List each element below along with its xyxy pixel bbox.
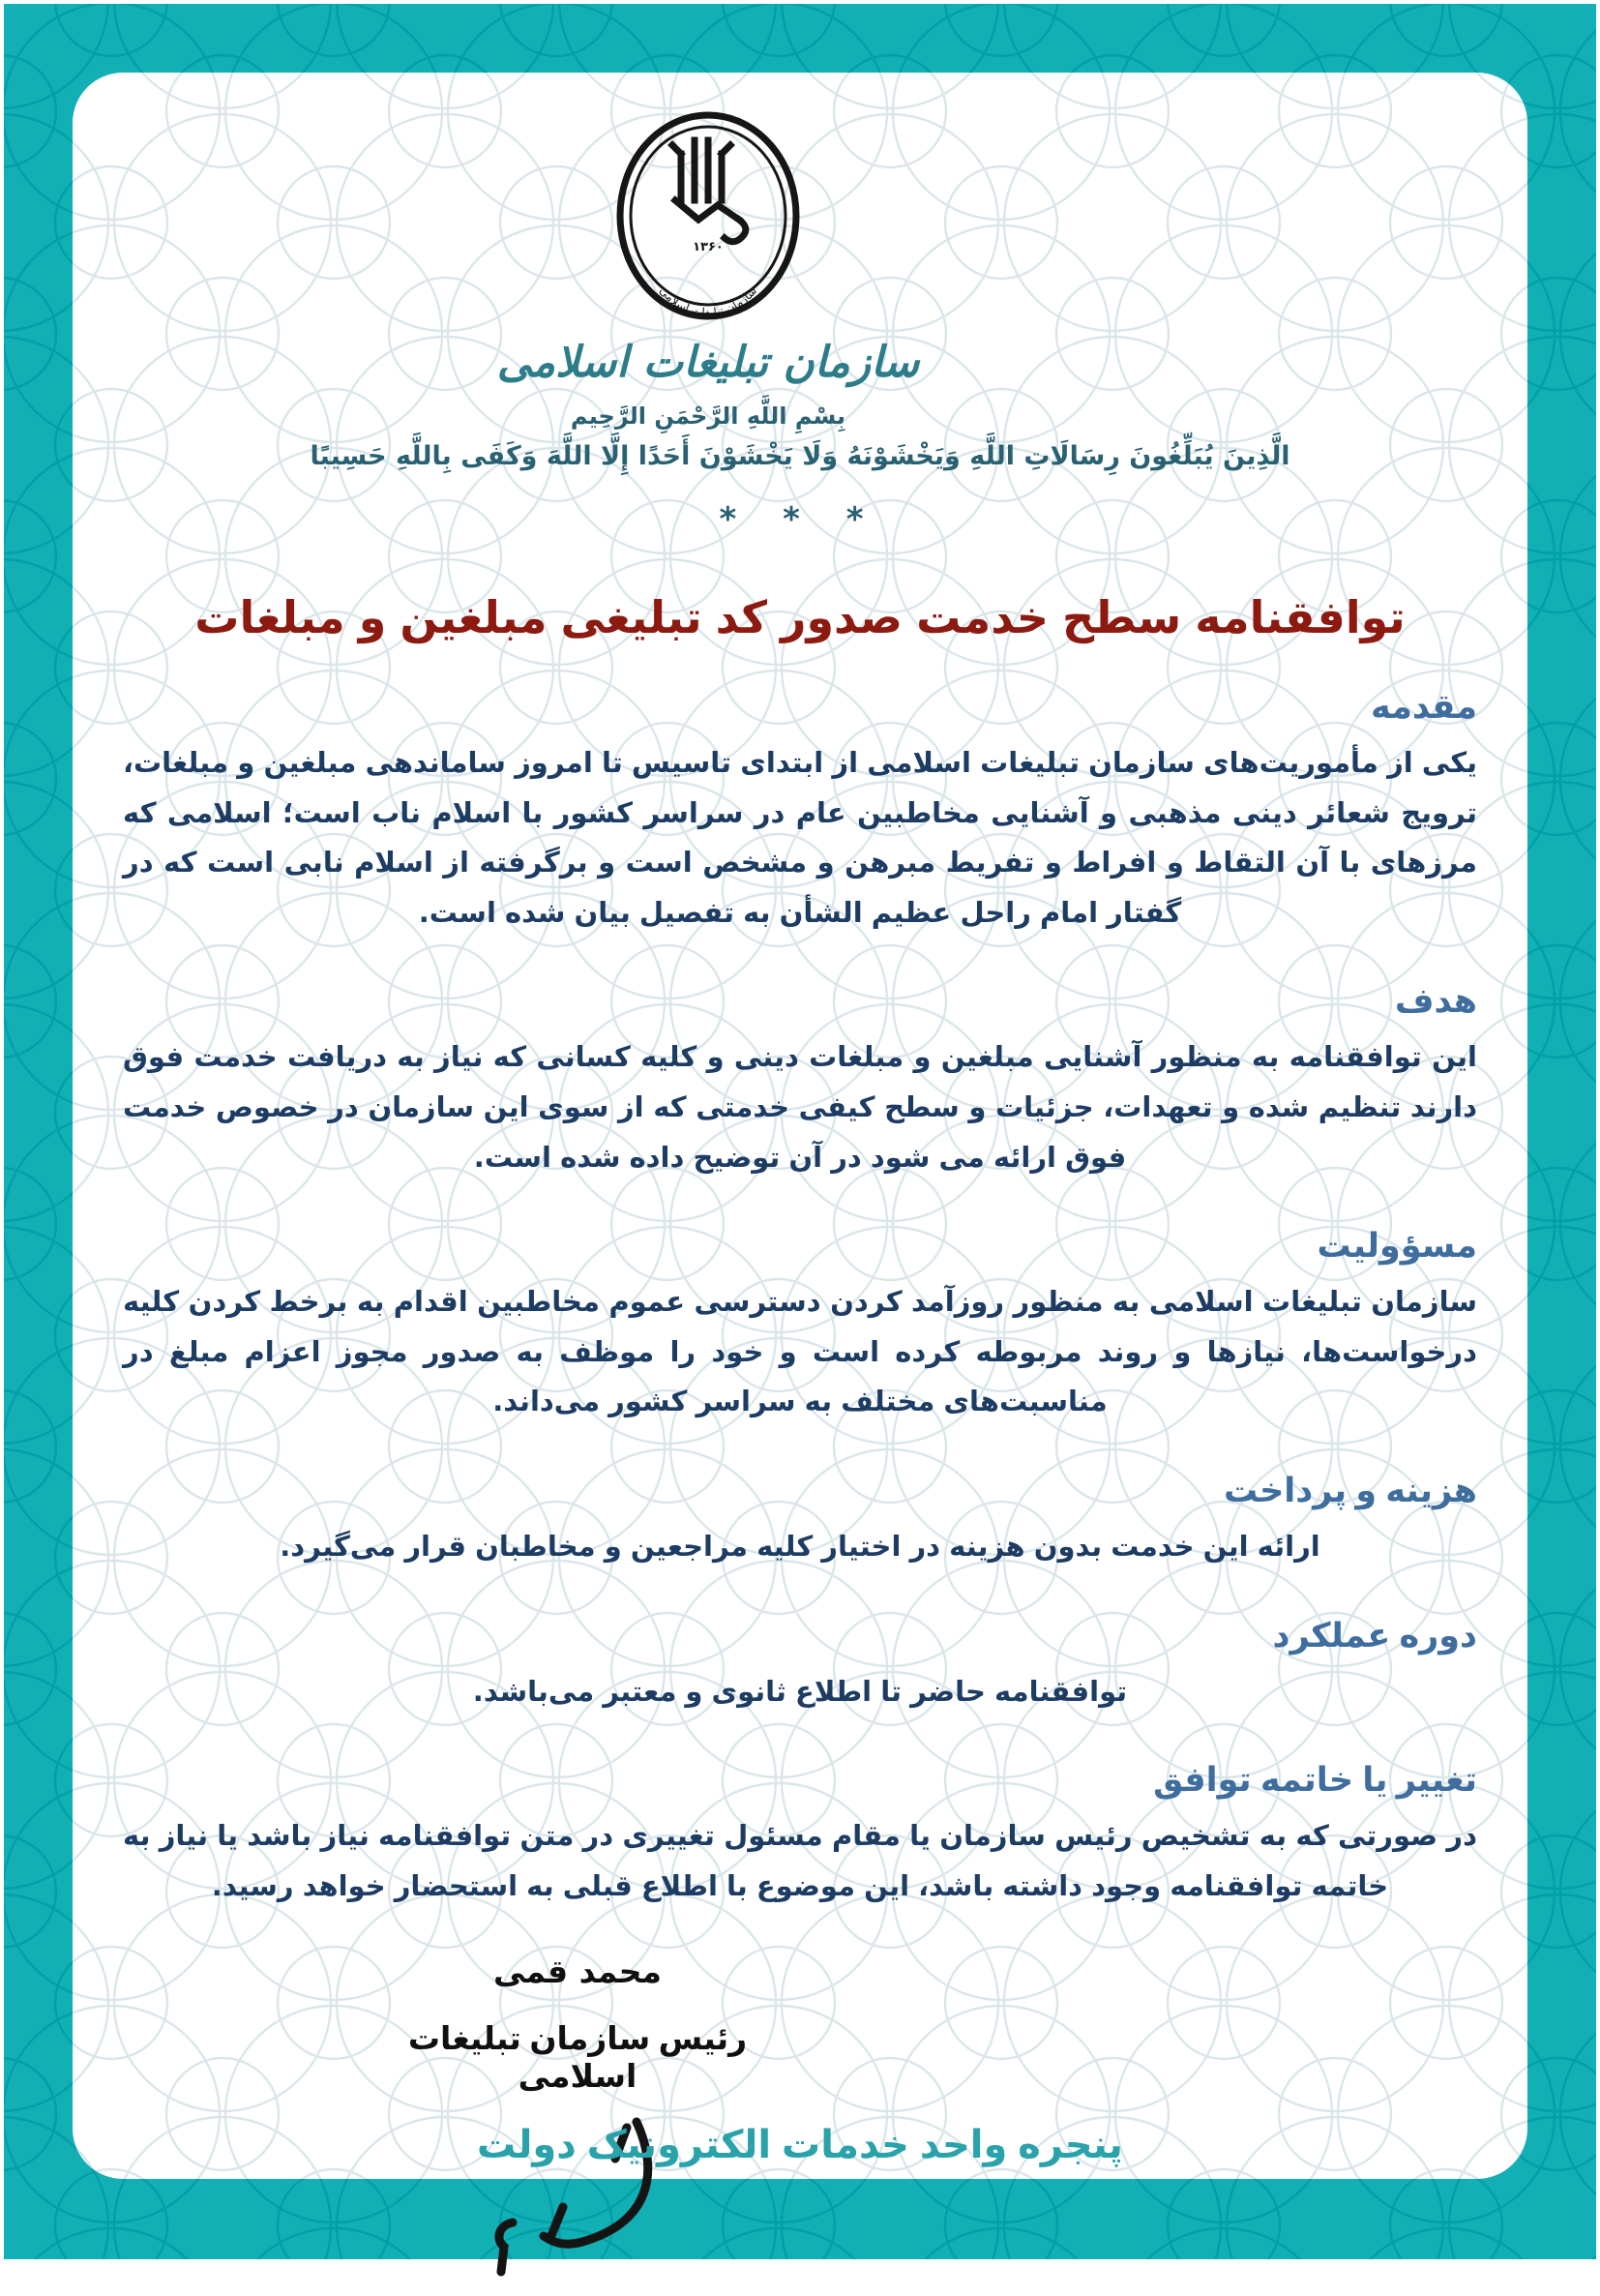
organization-wordmark: سازمان تبلیغات اسلامی bbox=[496, 338, 920, 387]
quran-verse-text: الَّذِينَ يُبَلِّغُونَ رِسَالَاتِ اللَّهِ وَيَخْشَوْنَهُ وَلَا يَخْشَوْنَ أَحَدًا إِلَّا اللَّهَ وَكَفَى بِاللَّهِ حَسِيبًا bbox=[310, 441, 1290, 471]
section-body: این توافقنامه به منظور آشنایی مبلغین و مبلغات دینی و کلیه کسانی که نیاز به دریافت خدمت فوق دارند تنظیم شده و تعهدات، جزئیات و سطح کیفی خدمتی که از سوی این سازمان در خصوص خدمت فوق ارائه می شود در آن توضیح داده شده است. bbox=[123, 1040, 1477, 1174]
section-body: یکی از مأموریت‌های سازمان تبلیغات اسلامی از ابتدای تاسیس تا امروز ساماندهی مبلغین و مبلغات، ترویج شعائر دینی مذهبی و آشنایی مخاطبین عام در سراسر کشور با اسلام ناب است؛ اسلامی که مرزهای با آن التقاط و افراط و تفریط مبرهن و مشخص است و برگرفته از اسلام نابی است که در گفتار امام راحل عظیم الشأن به تفصیل بیان شده است. bbox=[123, 746, 1477, 929]
signatory-role: رئیس سازمان تبلیغات اسلامی bbox=[407, 2018, 748, 2095]
document-header bbox=[123, 90, 1477, 643]
section-body: در صورتی که به تشخیص رئیس سازمان یا مقام مسئول تغییری در متن توافقنامه نیاز باشد یا نیاز به خاتمه توافقنامه وجود داشته باشد، این موضوع با اطلاع قبلی به استحضار خواهد رسید. bbox=[123, 1819, 1477, 1902]
section-performance-period bbox=[123, 1617, 1477, 1717]
section-responsibility bbox=[123, 1227, 1477, 1427]
section-body: توافقنامه حاضر تا اطلاع ثانوی و معتبر می‌باشد. bbox=[472, 1674, 1128, 1708]
logo-arc-text: سازمان تبلیغات اسلامی bbox=[656, 283, 760, 320]
section-goal bbox=[123, 982, 1477, 1182]
section-body: سازمان تبلیغات اسلامی به منظور روزآمد کردن دسترسی عموم مخاطبین اقدام به برخط کردن کلیه درخواست‌ها، نیازها و روند مربوطه کرده است و خود را موظف به صدور مجوز اعزام مبلغ در مناسبت‌های مختلف به سراسر کشور می‌داند. bbox=[123, 1285, 1477, 1418]
document-content bbox=[73, 73, 1527, 2179]
document-title: توافقنامه سطح خدمت صدور کد تبلیغی مبلغین و مبلغات bbox=[194, 591, 1406, 643]
section-heading: مسؤولیت bbox=[1317, 1227, 1477, 1267]
ornament-asterisks: * * * bbox=[719, 500, 881, 539]
section-heading: مقدمه bbox=[1371, 688, 1477, 727]
section-heading: دوره عملکرد bbox=[1272, 1616, 1477, 1655]
allah-calligraphy-icon bbox=[672, 140, 746, 242]
section-heading: هدف bbox=[1394, 982, 1477, 1022]
section-body: ارائه این خدمت بدون هزینه در اختیار کلیه مراجعین و مخاطبان قرار می‌گیرد. bbox=[280, 1530, 1320, 1564]
sections bbox=[123, 688, 1477, 1912]
organization-logo bbox=[31, 90, 1385, 336]
logo-year: ۱۳۶۰ bbox=[693, 240, 724, 254]
signatory-name: محمد قمی bbox=[492, 1952, 662, 1990]
section-introduction bbox=[123, 688, 1477, 938]
section-change-termination bbox=[123, 1761, 1477, 1911]
section-cost-payment bbox=[123, 1472, 1477, 1572]
section-heading: تغییر یا خاتمه توافق bbox=[1153, 1761, 1477, 1801]
footer-text: پنجره واحد خدمات الکترونیک دولت bbox=[477, 2123, 1123, 2167]
organization-emblem-icon bbox=[611, 104, 805, 332]
section-heading: هزینه و پرداخت bbox=[1224, 1472, 1477, 1511]
bismillah-text: بِسْمِ اللَّهِ الرَّحْمَنِ الرَّحِيم bbox=[570, 403, 846, 430]
